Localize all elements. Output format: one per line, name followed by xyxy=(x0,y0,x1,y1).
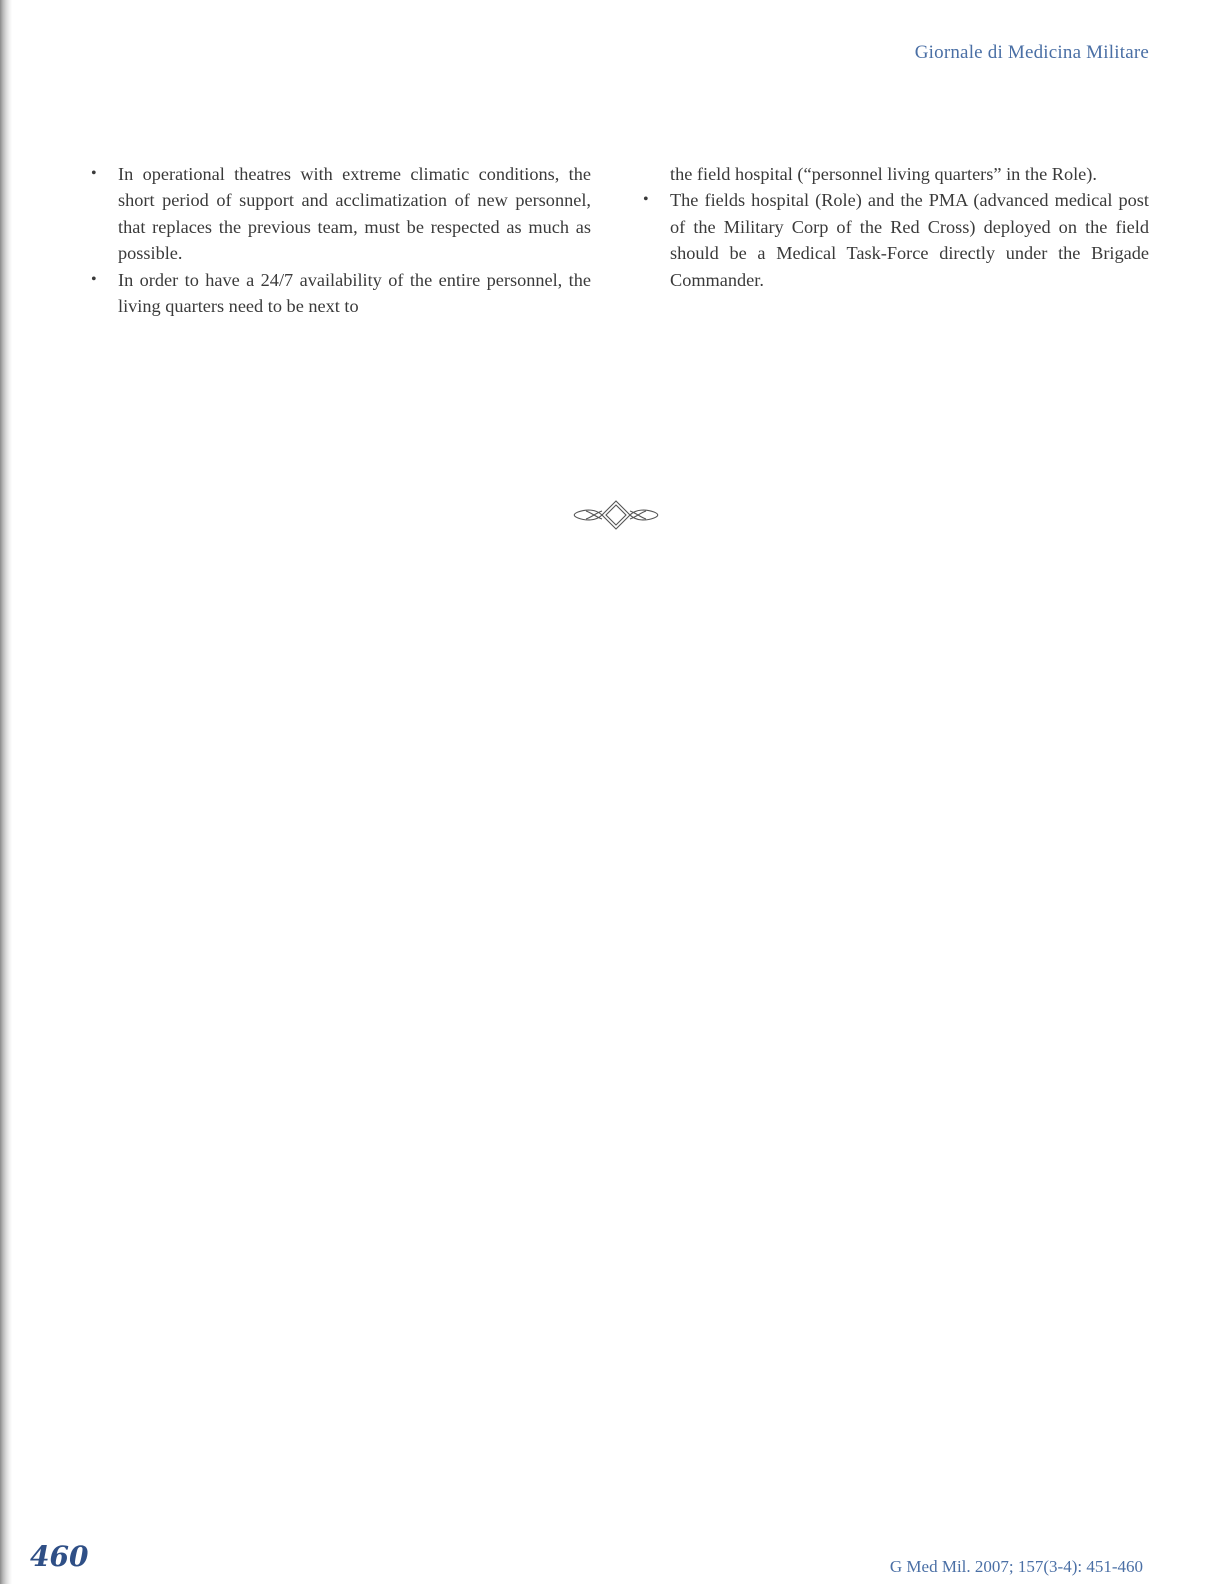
running-header: Giornale di Medicina Militare xyxy=(914,42,1149,63)
bullet-marker: • xyxy=(643,191,649,209)
list-item-text: The fields hospital (Role) and the PMA (advanced medical post of the Military Corp of the Red Cross) deployed on the field should be a Medical Task-Force directly under the Brigade Commander. xyxy=(670,190,1149,290)
right-column xyxy=(643,161,1149,293)
page-binding-edge xyxy=(0,0,12,1584)
list-item xyxy=(91,267,591,320)
bullet-marker: • xyxy=(91,270,97,288)
decorative-flourish-icon xyxy=(572,498,660,532)
list-item-text: In operational theatres with extreme climatic conditions, the short period of support and acclimatization of new personnel, that replaces the previous team, must be respected as much as possible. xyxy=(118,164,591,264)
right-bullet-list xyxy=(643,187,1149,293)
list-item xyxy=(91,161,591,267)
left-bullet-list xyxy=(91,161,591,319)
left-column xyxy=(91,161,591,319)
continued-paragraph: the field hospital (“personnel living quarters” in the Role). xyxy=(670,164,1097,184)
bullet-marker: • xyxy=(91,165,97,182)
page-number: 460 xyxy=(30,1540,89,1573)
list-item xyxy=(643,187,1149,293)
list-item-text: In order to have a 24/7 availability of the entire personnel, the living quarters need to be next to xyxy=(118,269,591,317)
journal-citation: G Med Mil. 2007; 157(3-4): 451-460 xyxy=(889,1557,1143,1576)
